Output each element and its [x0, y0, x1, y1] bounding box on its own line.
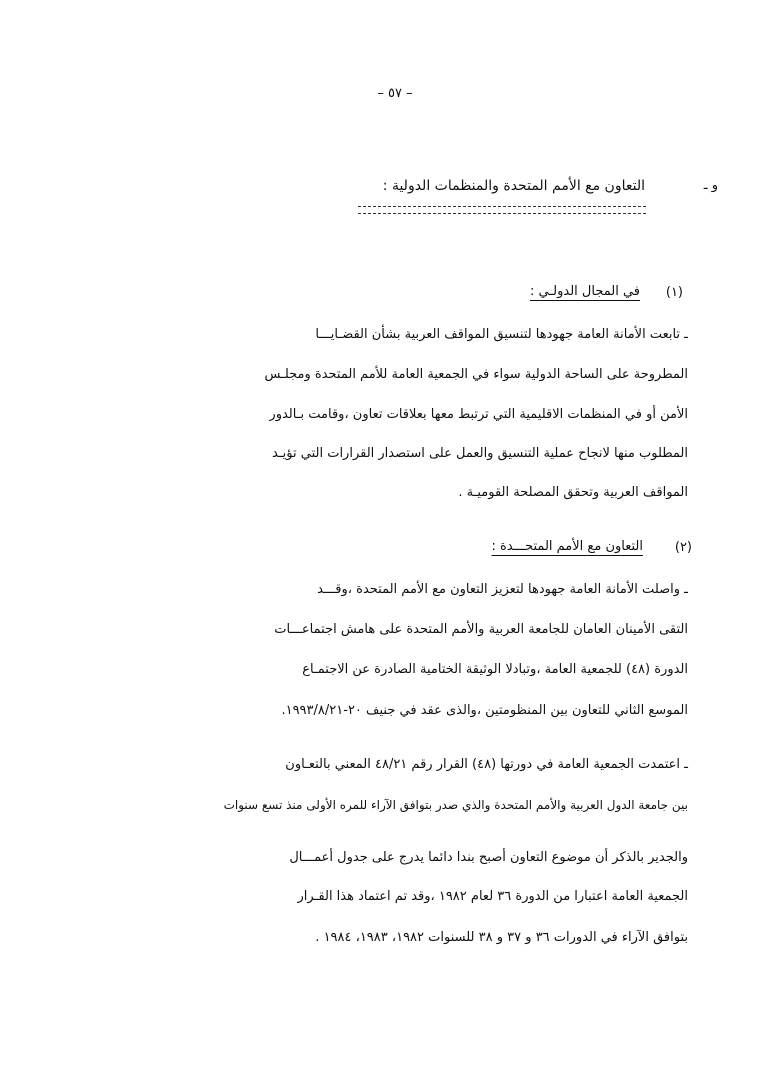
paragraph-line: المطروحة على الساحة الدولية سواء في الجمعية العامة للأمم المتحدة ومجلـس — [264, 367, 688, 382]
paragraph-line: الأمن أو في المنظمات الاقليمية التي ترتبط معها بعلاقات تعاون ،وقامت بـالدور — [269, 407, 688, 422]
subsection-1-title: في المجال الدولـي : — [530, 284, 640, 299]
paragraph-line: الجمعية العامة اعتبارا من الدورة ٣٦ لعام ١٩٨٢ ،وقد تم اعتماد هذا القـرار — [297, 889, 688, 904]
paragraph-line: الموسع الثاني للتعاون بين المنظومتين ،والذى عقد في جنيف ٢٠-١٩٩٣/٨/٢١. — [281, 703, 688, 718]
paragraph-line: بين جامعة الدول العربية والأمم المتحدة والذي صدر بتوافق الآراء للمره الأولى منذ تسع سنوات — [223, 798, 688, 812]
paragraph-line: بتوافق الآراء في الدورات ٣٦ و ٣٧ و ٣٨ للسنوات ١٩٨٢، ١٩٨٣، ١٩٨٤ . — [315, 930, 688, 945]
section-title: التعاون مع الأمم المتحدة والمنظمات الدولية : — [382, 178, 645, 194]
paragraph-line: ـ واصلت الأمانة العامة جهودها لتعزيز التعاون مع الأمم المتحدة ،وقـــد — [317, 582, 688, 597]
subsection-2-title: التعاون مع الأمم المتحـــدة : — [491, 539, 643, 554]
paragraph-line: ـ اعتمدت الجمعية العامة في دورتها (٤٨) القرار رقم ٤٨/٢١ المعني بالتعـاون — [285, 757, 688, 772]
subsection-2-marker: (٢) — [674, 540, 692, 555]
subsection-1-marker: (١) — [665, 285, 683, 300]
paragraph-line: المواقف العربية وتحقق المصلحة القوميـة . — [458, 485, 688, 500]
paragraph-line: الدورة (٤٨) للجمعية العامة ،وتبادلا الوثيقة الختامية الصادرة عن الاجتمـاع — [302, 662, 688, 677]
paragraph-line: ـ تابعت الأمانة العامة جهودها لتنسيق المواقف العربية بشأن القضـايـــا — [315, 327, 688, 342]
paragraph-line: المطلوب منها لانجاح عملية التنسيق والعمل على استصدار القرارات التي تؤيـد — [272, 446, 688, 461]
paragraph-line: التقى الأمينان العامان للجامعة العربية والأمم المتحدة على هامش اجتماعـــات — [274, 622, 688, 637]
section-marker: و ـ — [703, 178, 718, 193]
section-title-double-rule — [358, 206, 646, 214]
paragraph-line: والجدير بالذكر أن موضوع التعاون أصبح بندا دائما يدرج على جدول أعمـــال — [289, 850, 688, 865]
page-number: – ٥٧ – — [377, 86, 413, 101]
